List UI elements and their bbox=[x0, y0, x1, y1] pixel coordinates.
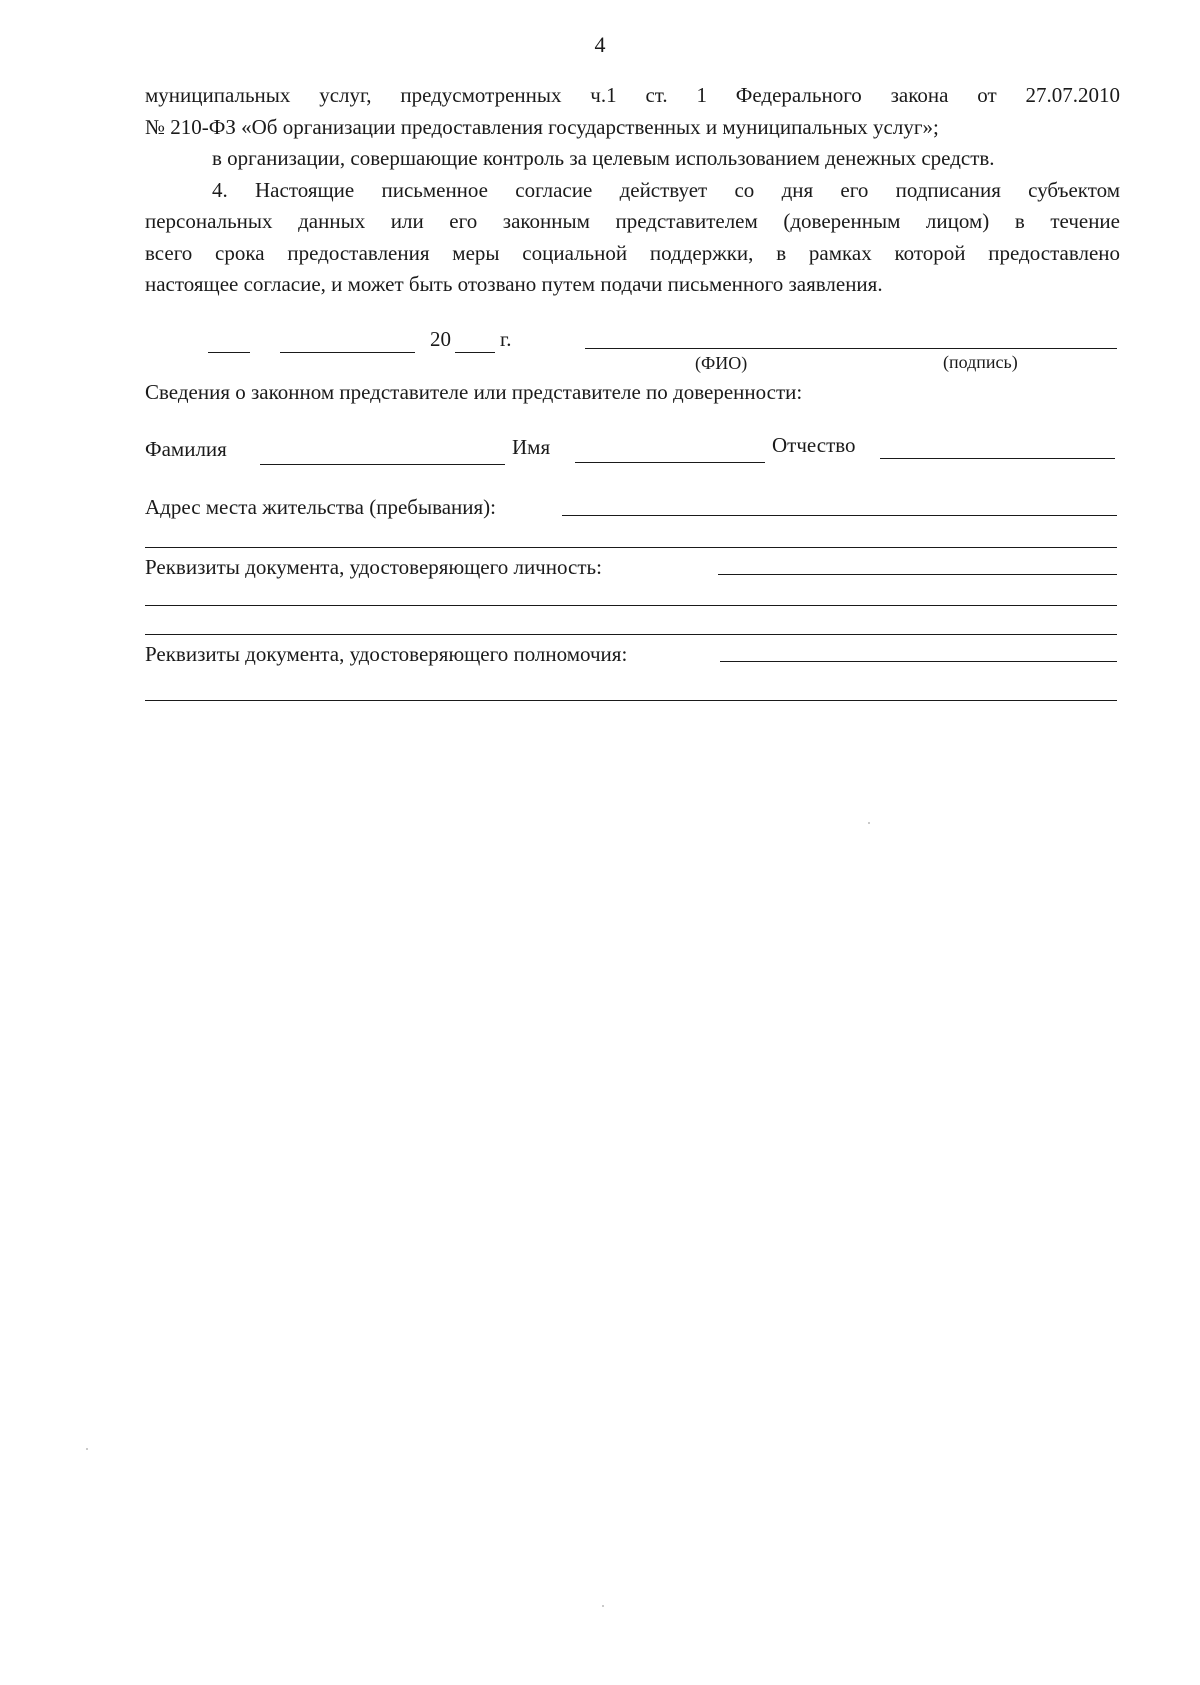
paragraph-3-line-1: 4. Настоящие письменное согласие действует со дня его подписания субъектом bbox=[212, 177, 1120, 202]
patronymic-label: Отчество bbox=[772, 433, 856, 457]
authority-document-blank-1[interactable] bbox=[720, 661, 1117, 662]
fio-caption: (ФИО) bbox=[695, 353, 748, 373]
fio-signature-blank[interactable] bbox=[585, 348, 1117, 349]
authority-document-label: Реквизиты документа, удостоверяющего полномочия: bbox=[145, 642, 628, 666]
id-document-blank-3[interactable] bbox=[145, 634, 1117, 635]
date-month-blank[interactable] bbox=[280, 352, 415, 353]
surname-blank[interactable] bbox=[260, 464, 505, 465]
date-day-blank[interactable] bbox=[208, 352, 250, 353]
patronymic-blank[interactable] bbox=[880, 458, 1115, 459]
paragraph-2: в организации, совершающие контроль за целевым использованием денежных средств. bbox=[212, 146, 995, 170]
scan-speck bbox=[602, 1605, 604, 1607]
address-blank-1[interactable] bbox=[562, 515, 1117, 516]
signature-caption: (подпись) bbox=[943, 352, 1018, 372]
paragraph-1-line-1: муниципальных услуг, предусмотренных ч.1 ст. 1 Федерального закона от 27.07.2010 bbox=[145, 83, 1120, 107]
paragraph-3-line-3: всего срока предоставления меры социальной поддержки, в рамках которой предоставлено bbox=[145, 240, 1120, 265]
id-document-blank-2[interactable] bbox=[145, 605, 1117, 606]
name-label: Имя bbox=[512, 435, 551, 459]
address-blank-2[interactable] bbox=[145, 547, 1117, 548]
date-year-suffix: г. bbox=[500, 327, 512, 351]
body-text bbox=[145, 80, 1120, 301]
id-document-label: Реквизиты документа, удостоверяющего личность: bbox=[145, 555, 602, 579]
scan-speck bbox=[86, 1448, 88, 1450]
name-blank[interactable] bbox=[575, 462, 765, 463]
address-label: Адрес места жительства (пребывания): bbox=[145, 495, 497, 519]
date-year-prefix: 20 bbox=[430, 327, 451, 351]
authority-document-blank-2[interactable] bbox=[145, 700, 1117, 701]
date-year-blank[interactable] bbox=[455, 352, 495, 353]
id-document-blank-1[interactable] bbox=[718, 574, 1117, 575]
paragraph-3-line-2: персональных данных или его законным представителем (доверенным лицом) в течение bbox=[145, 209, 1120, 233]
page-number: 4 bbox=[594, 32, 606, 57]
representative-heading: Сведения о законном представителе или представителе по доверенности: bbox=[145, 380, 803, 404]
scan-speck bbox=[868, 822, 870, 824]
paragraph-3-line-4: настоящее согласие, и может быть отозвано путем подачи письменного заявления. bbox=[145, 272, 883, 296]
paragraph-1-line-2: № 210-ФЗ «Об организации предоставления государственных и муниципальных услуг»; bbox=[145, 114, 939, 139]
surname-label: Фамилия bbox=[145, 437, 227, 461]
